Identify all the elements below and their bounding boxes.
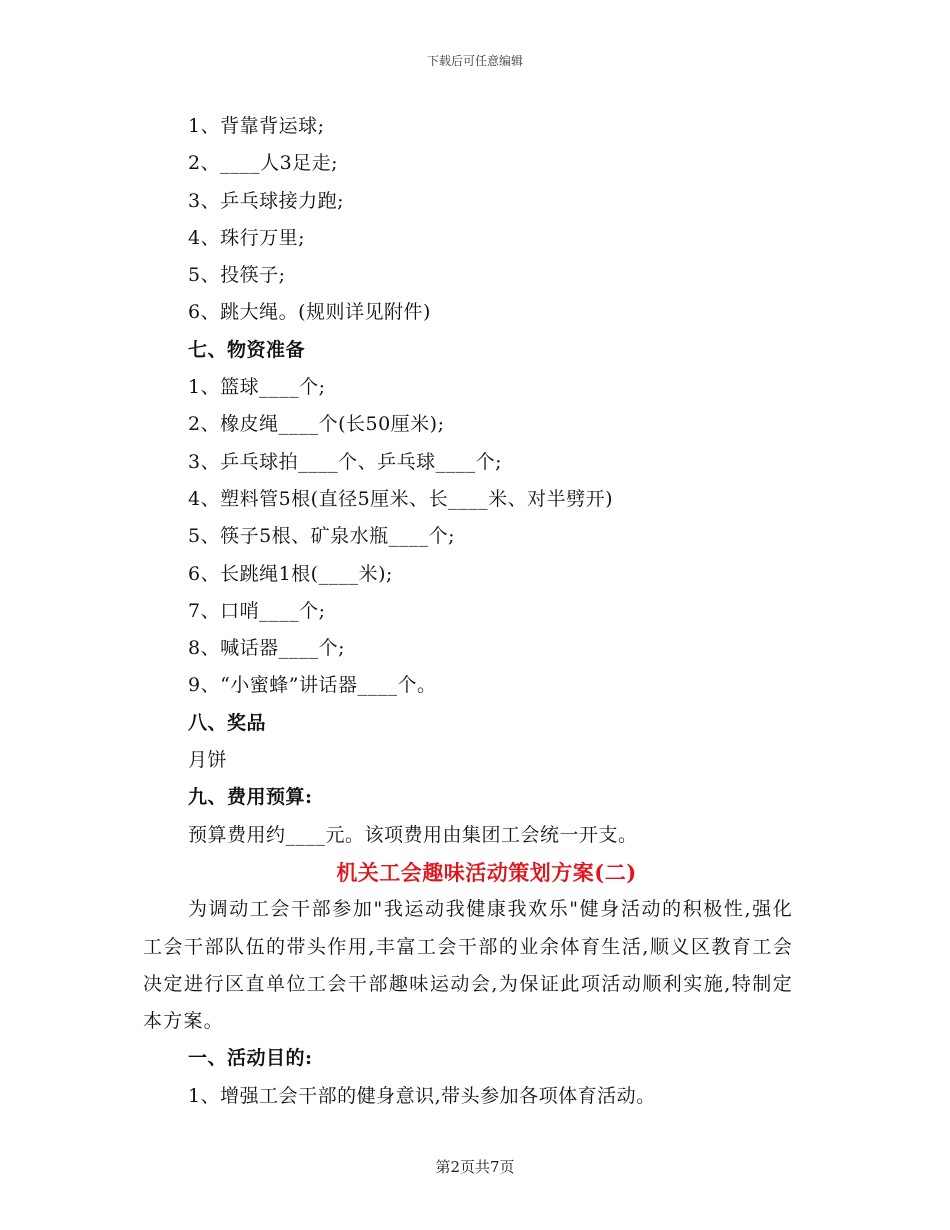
list-item: 6、跳大绳。(规则详见附件) (188, 301, 431, 324)
intro-paragraph: 为调动工会干部参加"我运动我健康我欢乐"健身活动的积极性,强化工会干部队伍的带头作用,丰富工会干部的业余体育生活,顺义区教育工会决定进行区直单位工会干部趣味运动会,为保证此项活动顺利实施,特制定本方案。 (143, 898, 793, 1033)
list-item: 3、乒乓球拍____个、乒乓球____个; (188, 450, 502, 473)
section-heading-purpose: 一、活动目的: (188, 1047, 313, 1070)
page-footer: 第2页共7页 (435, 1158, 515, 1176)
section-heading-budget: 九、费用预算: (188, 786, 313, 809)
list-item: 2、____人3足走; (188, 152, 339, 175)
section-heading-prizes: 八、奖品 (188, 711, 267, 734)
list-item: 1、背靠背运球; (188, 115, 325, 137)
budget-text: 预算费用约____元。该项费用由集团工会统一开支。 (188, 823, 638, 846)
section-heading-materials: 七、物资准备 (188, 338, 306, 361)
list-item: 4、珠行万里; (188, 226, 305, 249)
list-item: 4、塑料管5根(直径5厘米、长____米、对半劈开) (188, 487, 614, 510)
list-item: 1、增强工会干部的健身意识,带头参加各项体育活动。 (188, 1084, 656, 1107)
page-header: 下载后可任意编辑 (426, 54, 523, 68)
list-item: 6、长跳绳1根(____米); (188, 562, 393, 585)
list-item: 5、筷子5根、矿泉水瓶____个; (188, 525, 456, 548)
list-item: 3、乒乓球接力跑; (188, 189, 344, 212)
document-body (143, 108, 808, 1115)
list-item: 5、投筷子; (188, 264, 286, 287)
list-item: 1、篮球____个; (188, 376, 326, 399)
list-item: 9、“小蜜蜂”讲话器____个。 (188, 674, 437, 697)
list-item: 8、喊话器____个; (188, 637, 345, 660)
prizes-text: 月饼 (188, 749, 228, 772)
document-title: 机关工会趣味活动策划方案(二) (336, 859, 637, 885)
list-item: 2、橡皮绳____个(长50厘米); (188, 413, 445, 436)
list-item: 7、口哨____个; (188, 599, 326, 622)
